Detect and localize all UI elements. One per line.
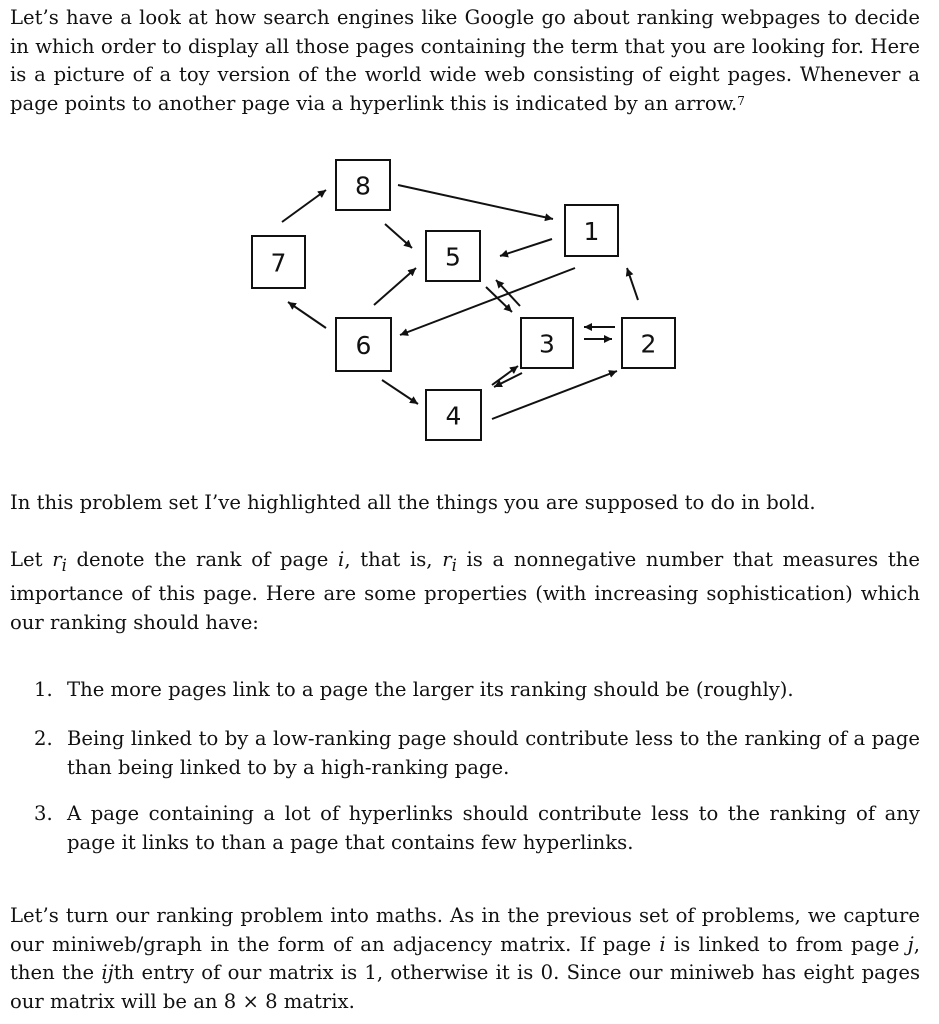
node-label: 4 (445, 401, 462, 431)
node-page-3 (521, 318, 573, 368)
list-item: 2. Being linked to by a low-ranking page should contribute less to the ranking of a page than being linked to by a high-ranking page. (34, 727, 920, 779)
node-label: 1 (583, 217, 600, 246)
node-label: 5 (445, 242, 461, 272)
adjacency-matrix-paragraph: Let’s turn our ranking problem into maths. As in the previous set of problems, we capture our miniweb/graph in the form of an adjacency matrix. If page i is linked to from page j, then the ijth entry of our matrix is 1, otherwise it is 0. Since our miniweb has eight pages our matrix will be an 8 × 8 matrix. (10, 904, 920, 1013)
list-item: 1. The more pages link to a page the larger its ranking should be (roughly). (34, 678, 794, 701)
edge-6-to-4 (382, 380, 418, 404)
edge-8-to-1 (398, 185, 553, 219)
edge-5-to-3 (486, 287, 512, 312)
node-page-8 (336, 160, 390, 210)
node-page-2 (622, 318, 675, 368)
node-label: 7 (270, 248, 287, 278)
page-variable: i (338, 548, 345, 571)
edge-7-to-8 (282, 190, 326, 222)
node-label: 3 (539, 329, 555, 359)
edge-1-to-5 (500, 239, 552, 256)
nodes-layer (252, 160, 675, 440)
highlight-note: In this problem set I’ve highlighted all the things you are supposed to do in bold. (10, 491, 816, 514)
node-label: 2 (640, 329, 657, 359)
edge-3-to-5 (496, 280, 520, 306)
node-page-6 (336, 318, 391, 371)
edge-6-to-5 (374, 268, 416, 305)
footnote-marker[interactable]: 7 (737, 93, 745, 108)
rank-definition-paragraph: Let $r_i$ denote the rank of page i, that is, $r_i$ is a nonnegative number that measures the importance of this page. Here are some properties (with increasing sophistication) which our ranking should have: (10, 548, 921, 634)
edge-6-to-7 (288, 302, 326, 328)
node-page-4 (426, 390, 481, 440)
node-page-1 (565, 205, 618, 256)
intro-paragraph: Let’s have a look at how search engines like Google go about ranking webpages to decide in which order to display all those pages containing the term that you are looking for. Here is a picture of a toy version of the world wide web consisting of eight pages. Whenever a page points to another page via a hyperlink this is indicated by an arrow.$^7$ (10, 6, 920, 115)
web-graph-diagram (0, 140, 939, 460)
edge-2-to-1 (627, 268, 638, 300)
list-item: 3. A page containing a lot of hyperlinks should contribute less to the ranking of any page it links to than a page that contains few hyperlinks. (34, 802, 920, 854)
node-page-5 (426, 231, 480, 281)
node-label: 6 (355, 331, 372, 360)
rank-symbol: $r_i$ (52, 548, 67, 575)
node-page-7 (252, 236, 305, 288)
node-label: 8 (355, 171, 371, 201)
edge-8-to-5 (385, 224, 412, 248)
rank-symbol: $r_i$ (442, 548, 457, 575)
